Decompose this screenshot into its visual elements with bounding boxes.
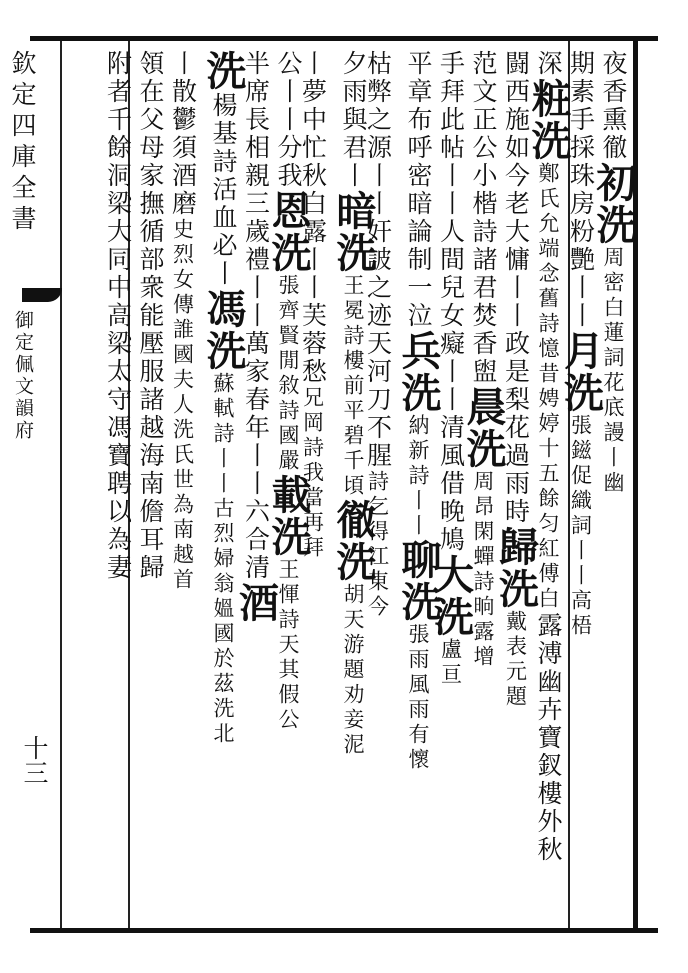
text-run: 詩乞得江東今 <box>365 470 390 620</box>
text-run: 楊基詩活血必丨 <box>209 92 238 288</box>
headword: 暗洗 <box>330 190 377 274</box>
headword: 恩洗 <box>265 190 312 274</box>
text-column <box>103 50 133 582</box>
text-run: 張雨風雨有懷 <box>406 623 430 773</box>
text-run: 丨散鬱須酒磨 <box>168 50 198 218</box>
text-column <box>138 50 163 582</box>
text-run: 露溥幽卉寶釵樓外秋 <box>534 612 563 864</box>
book-title: 欽定四庫全書 <box>8 50 37 236</box>
text-run: 周密白蓮詞花底謾丨幽 <box>601 246 625 496</box>
text-run: 領在父母家撫循部衆能壓服諸越海南儋耳歸 <box>136 50 165 582</box>
text-run: 手拜此帖丨丨人間兒女癡 <box>436 50 466 358</box>
headword: 初洗 <box>590 162 637 246</box>
headword: 大洗 <box>427 554 475 638</box>
text-run: 王惲詩天其假公 <box>276 558 300 733</box>
headword: 兵洗 <box>395 330 442 414</box>
headword: 徹洗 <box>330 499 377 583</box>
text-run: 周昂閑蟬詩晌露增 <box>471 470 495 670</box>
text-run: 天河刀不腥 <box>363 330 393 470</box>
headword: 馮洗 <box>200 288 247 372</box>
text-column <box>330 50 377 758</box>
text-column <box>168 50 198 593</box>
text-run: 王冕詩樓前平碧千頃 <box>341 274 365 499</box>
top-border-line <box>30 36 658 41</box>
text-column <box>200 50 247 747</box>
text-run: 蘇軾詩丨丨古烈婦翁媼國於茲洗北 <box>211 372 235 747</box>
text-run: 夜香熏徹 <box>599 50 628 162</box>
headword: 洗 <box>200 50 247 92</box>
fish-tail-mark-icon <box>22 288 62 302</box>
headword: 粧洗 <box>525 78 572 162</box>
page-number: 十三 <box>20 735 49 785</box>
text-column <box>395 50 442 773</box>
text-run: 戴表元題 <box>503 610 528 710</box>
headword: 歸洗 <box>492 526 540 610</box>
section-title: 御定佩文韻府 <box>12 310 34 442</box>
margin-divider <box>60 41 62 928</box>
text-run: 張鎡促織詞丨丨高梧 <box>568 414 593 639</box>
text-run: 三歲禮丨丨萬家春 <box>241 190 271 414</box>
headword: 聊洗 <box>395 539 442 623</box>
text-run: 半席長相親 <box>241 50 271 190</box>
text-run: 夕雨與君丨 <box>339 50 368 190</box>
text-run: 年丨丨六合清 <box>241 414 271 582</box>
headword: 月洗 <box>557 330 605 414</box>
text-run: 深 <box>534 50 563 78</box>
text-run: 附者千餘洞梁大同中高梁太守馮寶聘以為妻 <box>103 50 133 582</box>
text-run: 期素手採珠房粉艷丨丨 <box>566 50 596 330</box>
text-run: 納新詩丨丨 <box>406 414 430 539</box>
text-run: 枯弊之源丨丨奸詖之迹 <box>363 50 393 330</box>
text-run: 鄭氏允端念舊詩憶昔娉婷十五餘匀紅傅白 <box>536 162 560 612</box>
text-run: 張齊賢閒敘詩國嚴 <box>276 274 300 474</box>
text-run: 范文正公小楷詩諸君焚香盥 <box>469 50 498 386</box>
text-run: 公丨丨分我 <box>274 50 303 190</box>
text-run: 兄岡詩我當再拜 <box>300 386 325 561</box>
text-run: 平章布呼密暗論制一泣 <box>404 50 433 330</box>
headword: 晨洗 <box>460 386 507 470</box>
text-run: 盧亘 <box>438 638 463 688</box>
headword: 載洗 <box>265 474 312 558</box>
text-run: 胡天游題劝妾泥 <box>341 583 365 758</box>
text-run: 闘西施如今老大慵丨丨政是梨花過雨時 <box>501 50 531 526</box>
text-run: 丨夢中忙 <box>298 50 328 162</box>
text-run: 史烈女傳誰國夫人洗氏世為南越首 <box>170 218 195 593</box>
text-run: 丨丨清風借晚鳩 <box>436 358 466 554</box>
headword: 酒 <box>232 582 280 624</box>
bottom-border-line <box>30 928 658 933</box>
text-run: 秋白露丨丨芙蓉愁 <box>298 162 328 386</box>
